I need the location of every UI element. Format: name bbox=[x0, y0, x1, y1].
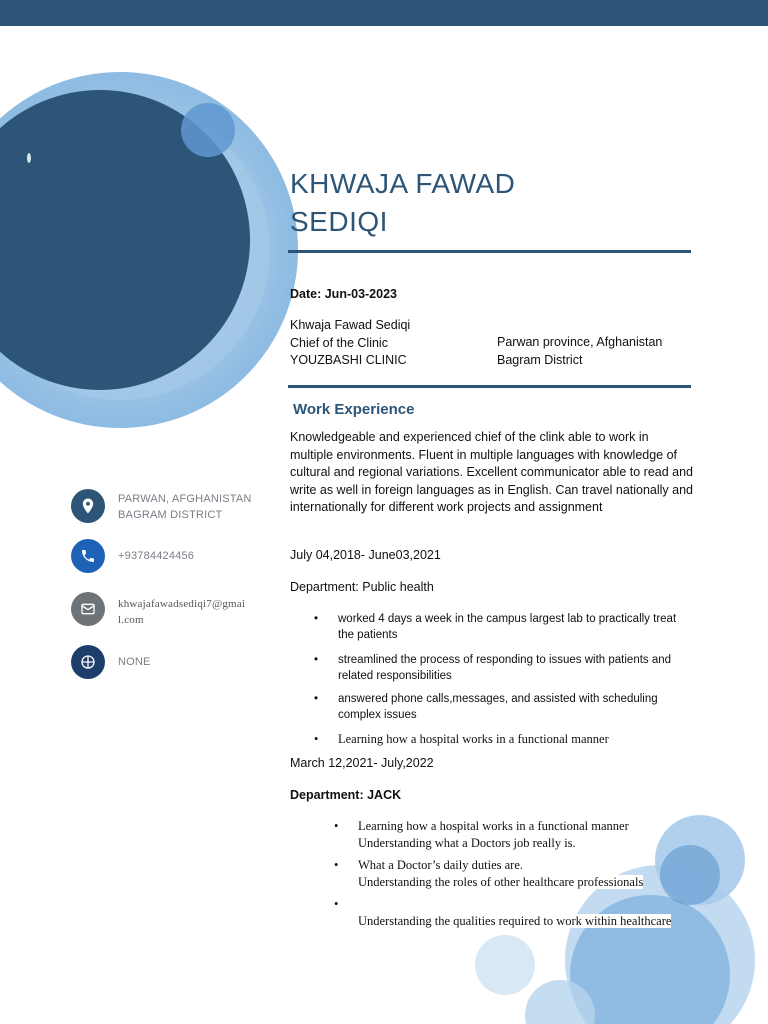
sender-block bbox=[290, 317, 410, 370]
bullet-line: Understanding the roles of other healthcare professionals bbox=[358, 875, 644, 889]
email[interactable] bbox=[118, 596, 245, 628]
phone-icon bbox=[71, 539, 105, 573]
address bbox=[118, 491, 252, 523]
bullet-text bbox=[358, 857, 698, 891]
job1-dates: July 04,2018- June03,2021 bbox=[290, 548, 441, 562]
job2-department: Department: JACK bbox=[290, 788, 402, 802]
work-summary: Knowledgeable and experienced chief of the clink able to work in multiple environments. Fluent in multiple languages with knowledge of cultural and regional variations. Excellent communicator able to read and write as well in foreign languages as in English. Can travel nationally and internationally for different work projects and assignment bbox=[290, 430, 694, 514]
location-line1: Parwan province, Afghanistan bbox=[497, 335, 663, 349]
bullet-line: Understanding what a Doctors job really is. bbox=[358, 836, 576, 850]
phone-number: +93784424456 bbox=[118, 550, 195, 562]
bullet-text: streamlined the process of responding to issues with patients and related responsibilities bbox=[338, 654, 672, 682]
sender-name: Khwaja Fawad Sediqi bbox=[290, 318, 411, 332]
section-heading-work-experience: Work Experience bbox=[293, 401, 415, 418]
bullet-icon: • bbox=[334, 819, 339, 833]
location-line2: Bagram District bbox=[497, 352, 583, 367]
accent-circle bbox=[181, 103, 235, 157]
location-block bbox=[497, 334, 662, 369]
name-line1: KHWAJA FAWAD bbox=[290, 168, 516, 199]
bullet-line: Understanding the qualities required to work within healthcare bbox=[358, 914, 672, 928]
web-icon bbox=[71, 645, 105, 679]
bullet-text bbox=[358, 818, 698, 852]
address-line2: BAGRAM DISTRICT bbox=[118, 509, 223, 521]
job2-dates: March 12,2021- July,2022 bbox=[290, 756, 434, 770]
bullet-text: answered phone calls,messages, and assisted with scheduling complex issues bbox=[338, 693, 658, 721]
bullet-text bbox=[358, 896, 698, 930]
bullet-icon: • bbox=[314, 613, 319, 625]
location-pin-icon bbox=[71, 489, 105, 523]
bullet-line: Learning how a hospital works in a functional manner bbox=[358, 819, 629, 833]
name-line2: SEDIQI bbox=[290, 206, 388, 237]
candidate-name bbox=[290, 165, 515, 241]
email-icon bbox=[71, 592, 105, 626]
bullet-icon: • bbox=[314, 654, 319, 666]
sender-organization: YOUZBASHI CLINIC bbox=[290, 353, 407, 367]
email-line2: l.com bbox=[118, 614, 144, 626]
bullet-text: Learning how a hospital works in a functional manner bbox=[338, 732, 609, 746]
bullet-icon: • bbox=[334, 897, 339, 911]
email-line1: khwajafawadsediqi7@gmai bbox=[118, 598, 246, 610]
bullet-icon: • bbox=[334, 858, 339, 872]
website: NONE bbox=[118, 656, 151, 668]
letter-date: Date: Jun-03-2023 bbox=[290, 287, 397, 301]
divider-top bbox=[288, 250, 691, 253]
bullet-icon: • bbox=[314, 693, 319, 705]
bullet-line: What a Doctor’s daily duties are. bbox=[358, 858, 523, 872]
job1-department: Department: Public health bbox=[290, 580, 434, 594]
bullet-icon: • bbox=[314, 732, 319, 746]
sender-title: Chief of the Clinic bbox=[290, 335, 388, 350]
divider-middle bbox=[288, 385, 691, 388]
bullet-text: worked 4 days a week in the campus largest lab to practically treat the patients bbox=[338, 613, 677, 641]
address-line1: PARWAN, AFGHANISTAN bbox=[118, 493, 252, 505]
